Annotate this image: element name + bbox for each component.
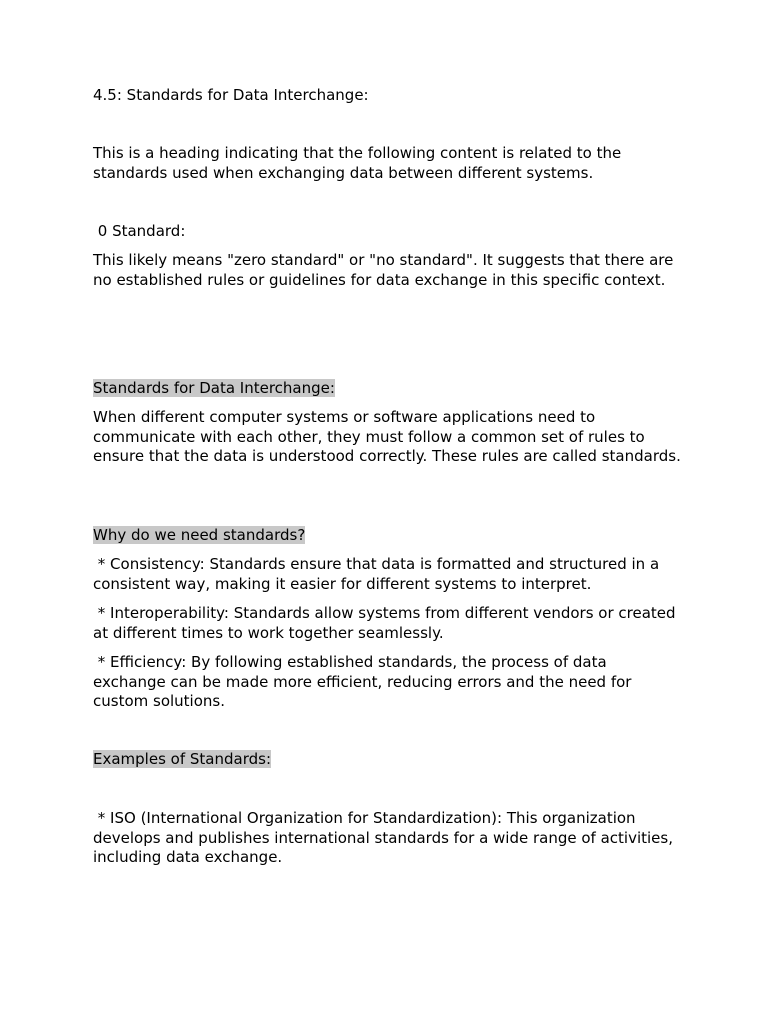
standards-paragraph: When different computer systems or software applications need to communicate with each other, they must follow a common set of rules to ensure that the data is understood correctly. These rules are called standards. — [93, 408, 681, 466]
why-heading: Why do we need standards? — [93, 526, 306, 544]
reason-efficiency: * Efficiency: By following established standards, the process of data exchange can be made more efficient, reducing errors and the need for custom solutions. — [93, 653, 637, 711]
standards-heading: Standards for Data Interchange: — [93, 379, 335, 397]
reason-consistency: * Consistency: Standards ensure that data is formatted and structured in a consistent way, making it easier for different systems to interpret. — [93, 555, 664, 593]
examples-heading: Examples of Standards: — [93, 750, 271, 768]
zero-standard-paragraph: This likely means "zero standard" or "no standard". It suggests that there are no established rules or guidelines for data exchange in this specific context. — [93, 251, 674, 289]
section-title: 4.5: Standards for Data Interchange: — [93, 86, 369, 104]
example-iso: * ISO (International Organization for Standardization): This organization develops and publishes international standards for a wide range of activities, including data exchange. — [93, 809, 678, 867]
intro-paragraph: This is a heading indicating that the following content is related to the standards used when exchanging data between different systems. — [93, 144, 622, 182]
zero-standard-label: 0 Standard: — [93, 222, 186, 240]
reason-interoperability: * Interoperability: Standards allow systems from different vendors or created at different times to work together seamlessly. — [93, 604, 681, 642]
